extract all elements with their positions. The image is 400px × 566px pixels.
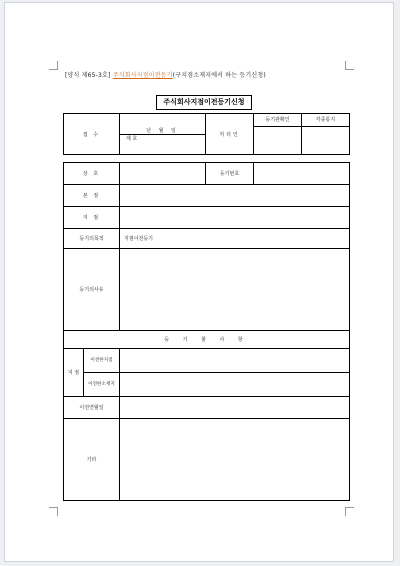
notice-label: 각종통지 xyxy=(302,114,349,127)
form-subtitle: (구지점소재지에서 하는 등기신청) xyxy=(172,72,266,79)
receipt-label: 접 수 xyxy=(64,114,120,155)
processor-label: 처리인 xyxy=(206,114,254,155)
receipt-table xyxy=(63,113,350,155)
crop-mark xyxy=(345,61,354,70)
other-label: 기타 xyxy=(64,419,120,501)
date-label: 년 월 일 xyxy=(120,127,205,135)
notice-cell[interactable] xyxy=(302,114,350,155)
reg-officer-cell[interactable] xyxy=(254,114,302,155)
receipt-date-number-cell[interactable] xyxy=(120,114,206,155)
crop-mark xyxy=(345,507,354,516)
form-number: [양식 제65-3호] xyxy=(65,72,111,79)
relocated-branch-field[interactable] xyxy=(120,349,350,373)
number-label: 제 호 xyxy=(126,135,138,142)
purpose-value[interactable]: 지점이전등기 xyxy=(120,229,350,249)
head-office-field[interactable] xyxy=(120,185,350,207)
head-office-label: 본 점 xyxy=(64,185,120,207)
matters-field[interactable] xyxy=(120,249,350,331)
relocated-location-field[interactable] xyxy=(120,373,350,397)
relocated-location-label: 이전한소재지 xyxy=(84,373,120,397)
branch-label: 지 점 xyxy=(64,207,120,229)
matters-label: 등기의사유 xyxy=(64,249,120,331)
reg-officer-label: 등기관확인 xyxy=(254,114,301,127)
trade-name-label: 상 호 xyxy=(64,163,120,185)
trade-name-field[interactable] xyxy=(120,163,206,185)
crop-mark xyxy=(49,61,58,70)
reg-number-field[interactable] xyxy=(254,163,350,185)
other-field[interactable] xyxy=(120,419,350,501)
section-title: 등 기 할 사 항 xyxy=(64,331,350,349)
relocated-branch-label: 이전한지점 xyxy=(84,349,120,373)
crop-mark xyxy=(49,507,58,516)
form-title-link[interactable]: 주식회사지점이전등기 xyxy=(112,72,173,79)
branch-group-label: 지 점 xyxy=(64,349,84,397)
registration-table xyxy=(63,162,350,501)
relocation-date-label: 이전연월일 xyxy=(64,397,120,419)
document-title: 주식회사지점이전등기신청 xyxy=(156,95,252,110)
purpose-label: 등기의목적 xyxy=(64,229,120,249)
form-label xyxy=(65,70,266,79)
branch-field[interactable] xyxy=(120,207,350,229)
reg-number-label: 등기번호 xyxy=(206,163,254,185)
document-page xyxy=(4,2,394,562)
relocation-date-field[interactable] xyxy=(120,397,350,419)
